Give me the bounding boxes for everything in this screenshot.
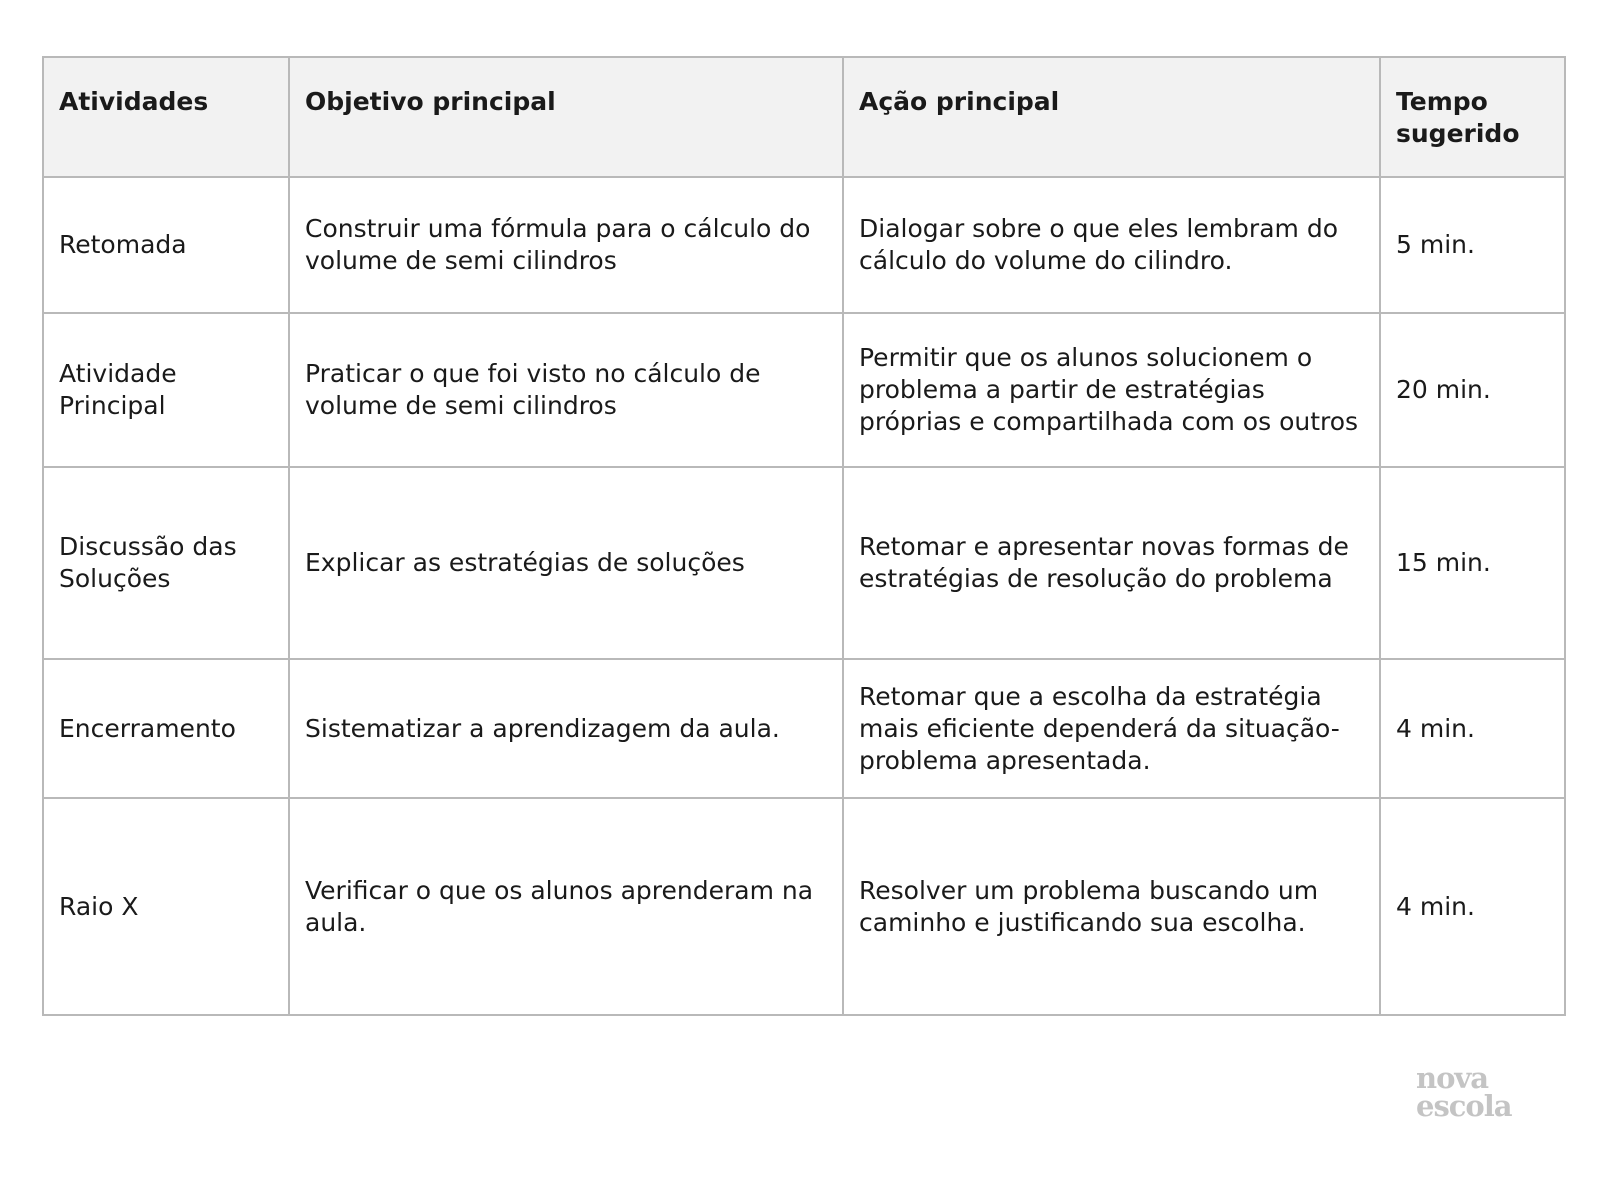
cell-tempo: 4 min. <box>1380 798 1565 1015</box>
table-row <box>43 659 1565 798</box>
header-objetivo: Objetivo principal <box>289 57 843 177</box>
table-header-row <box>43 57 1565 177</box>
cell-atividade: Discussão das Soluções <box>43 467 289 659</box>
cell-objetivo: Explicar as estratégias de soluções <box>289 467 843 659</box>
table-row <box>43 798 1565 1015</box>
lesson-plan-table <box>42 56 1566 1016</box>
header-tempo: Tempo sugerido <box>1380 57 1565 177</box>
table-row <box>43 467 1565 659</box>
cell-tempo: 4 min. <box>1380 659 1565 798</box>
cell-atividade: Encerramento <box>43 659 289 798</box>
cell-tempo: 15 min. <box>1380 467 1565 659</box>
cell-acao: Permitir que os alunos solucionem o problema a partir de estratégias próprias e compartilhada com os outros <box>843 313 1380 467</box>
cell-objetivo: Construir uma fórmula para o cálculo do volume de semi cilindros <box>289 177 843 313</box>
table-row <box>43 313 1565 467</box>
logo-line-escola: escola <box>1416 1089 1512 1123</box>
cell-objetivo: Sistematizar a aprendizagem da aula. <box>289 659 843 798</box>
cell-atividade: Raio X <box>43 798 289 1015</box>
header-atividades: Atividades <box>43 57 289 177</box>
cell-atividade: Retomada <box>43 177 289 313</box>
cell-tempo: 20 min. <box>1380 313 1565 467</box>
cell-objetivo: Praticar o que foi visto no cálculo de volume de semi cilindros <box>289 313 843 467</box>
logo-line-nova: nova <box>1416 1061 1489 1095</box>
cell-tempo: 5 min. <box>1380 177 1565 313</box>
cell-atividade: Atividade Principal <box>43 313 289 467</box>
header-acao: Ação principal <box>843 57 1380 177</box>
cell-objetivo: Verificar o que os alunos aprenderam na aula. <box>289 798 843 1015</box>
table-row <box>43 177 1565 313</box>
cell-acao: Retomar que a escolha da estratégia mais eficiente dependerá da situação-problema apresentada. <box>843 659 1380 798</box>
cell-acao: Resolver um problema buscando um caminho e justificando sua escolha. <box>843 798 1380 1015</box>
nova-escola-logo <box>1416 1061 1536 1123</box>
cell-acao: Retomar e apresentar novas formas de estratégias de resolução do problema <box>843 467 1380 659</box>
cell-acao: Dialogar sobre o que eles lembram do cálculo do volume do cilindro. <box>843 177 1380 313</box>
